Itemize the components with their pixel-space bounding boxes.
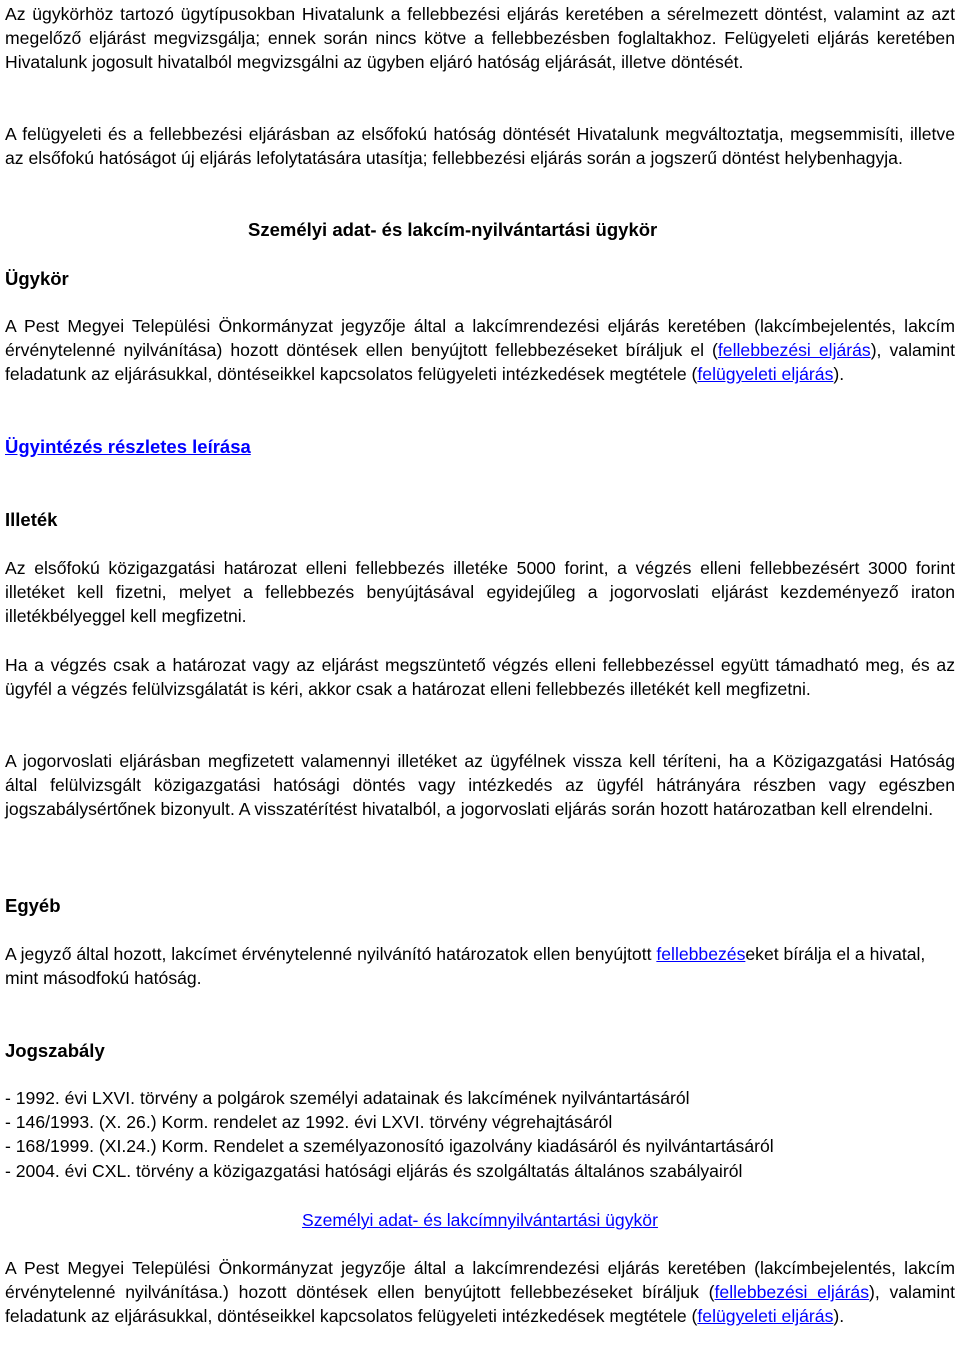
jogszabaly-item: - 146/1993. (X. 26.) Korm. rendelet az 1992. évi LXVI. törvény végrehajtásáról	[5, 1112, 613, 1133]
illetek-heading: Illeték	[5, 509, 58, 530]
ugykor-desc-pre: A Pest Megyei Települési Önkormányzat jegyzője által a lakcímrendezési eljárás keretében (lakcímbejelentés, lakcím érvénytelenné nyilvánítása) hozott döntések ellen benyújtott fellebbezéseket bíráljuk el (	[5, 316, 955, 361]
ugykor-description	[5, 314, 955, 387]
illetek-paragraph-1: Az elsőfokú közigazgatási határozat elleni fellebbezés illetéke 5000 forint, a végzés elleni fellebbezésért 3000 forint illetéket kell fizetni, melyet a fellebbezés benyújtásával egyidejűleg a jogorvoslati eljárást kezdeményező iraton illetékbélyeggel kell megfizetni.	[5, 558, 955, 627]
fellebbezes-link[interactable]: fellebbezés	[656, 944, 746, 964]
egyeb-paragraph	[5, 942, 955, 990]
intro-paragraph-2: A felügyeleti és a fellebbezési eljárásban az elsőfokú hatóság döntését Hivatalunk megváltoztatja, megsemmisíti, illetve az elsőfokú hatóságot új eljárás lefolytatására utasítja; fellebbezési eljárás során a jogszerű döntést helybenhagyja.	[5, 124, 955, 169]
illetek-paragraph-3: A jogorvoslati eljárásban megfizetett valamennyi illetéket az ügyfélnek vissza kell téríteni, ha a Közigazgatási Hatóság által felülvizsgált közigazgatási hatósági döntés vagy intézkedés az ügyfél hátrányára részben vagy egészben jogszabálysértőnek bizonyult. A visszatérítést hivatalból, a jogorvoslati eljárás során hozott határozatban kell elrendelni.	[5, 751, 955, 820]
ugykor-desc-mid: ), valamint feladatunk az eljárásukkal, döntéseikkel kapcsolatos felügyeleti intézkedések megtétele (	[5, 340, 955, 385]
ugykor-title: Személyi adat- és lakcím-nyilvántartási ügykör	[248, 219, 658, 240]
bottom-desc-post: ).	[833, 1306, 845, 1327]
jogszabaly-item: - 2004. évi CXL. törvény a közigazgatási hatósági eljárás és szolgáltatás általános szabályairól	[5, 1160, 743, 1181]
felugyeleti-eljaras-link[interactable]: felügyeleti eljárás	[697, 364, 834, 385]
szemelyi-adat-ugykor-link[interactable]: Személyi adat- és lakcímnyilvántartási ügykör	[302, 1210, 658, 1230]
jogszabaly-item: - 1992. évi LXVI. törvény a polgárok személyi adatainak és lakcímének nyilvántartásáról	[5, 1088, 690, 1108]
ugyintezes-reszletes-leirasa-link[interactable]: Ügyintézés részletes leírása	[5, 436, 251, 457]
jogszabaly-heading: Jogszabály	[5, 1040, 105, 1061]
fellebbezesi-eljaras-link[interactable]: fellebbezési eljárás	[717, 340, 871, 361]
ugykor-desc-post: ).	[833, 364, 845, 385]
bottom-description	[5, 1256, 955, 1329]
bottom-desc-mid: ), valamint feladatunk az eljárásukkal, döntéseikkel kapcsolatos felügyeleti intézkedések megtétele (	[5, 1282, 955, 1327]
felugyeleti-eljaras-link-2[interactable]: felügyeleti eljárás	[697, 1306, 834, 1327]
egyeb-post: eket bírálja el a hivatal, mint másodfokú hatóság.	[5, 944, 926, 989]
intro-paragraph-1: Az ügykörhöz tartozó ügytípusokban Hivatalunk a fellebbezési eljárás keretében a sérelmezett döntést, valamint az azt megelőző eljárást megvizsgálja; ennek során nincs kötve a fellebbezésben foglaltakhoz. Felügyeleti eljárás keretében Hivatalunk jogosult hivatalból megvizsgálni az ügyben eljáró hatóság eljárását, illetve döntését.	[5, 4, 955, 73]
egyeb-heading: Egyéb	[5, 895, 61, 916]
illetek-paragraph-2: Ha a végzés csak a határozat vagy az eljárást megszüntető végzés elleni fellebbezéssel együtt támadható meg, és az ügyfél a végzés felülvizsgálatát is kéri, akkor csak a határozat elleni fellebbezés illetékét kell megfizetni.	[5, 655, 955, 700]
fellebbezesi-eljaras-link-2[interactable]: fellebbezési eljárás	[714, 1282, 870, 1303]
jogszabaly-item: - 168/1999. (XI.24.) Korm. Rendelet a személyazonosító igazolvány kiadásáról és nyilvántartásáról	[5, 1136, 774, 1157]
jogszabaly-list	[5, 1086, 955, 1183]
bottom-desc-pre: A Pest Megyei Települési Önkormányzat jegyzője által a lakcímrendezési eljárás keretében (lakcímbejelentés, lakcím érvénytelenné nyilvánítása.) hozott döntések ellen benyújtott fellebbezéseket bíráljuk (	[5, 1258, 955, 1303]
egyeb-pre: A jegyző által hozott, lakcímet érvénytelenné nyilvánító határozatok ellen benyújtott	[5, 944, 657, 964]
ugykor-label: Ügykör	[5, 268, 69, 289]
